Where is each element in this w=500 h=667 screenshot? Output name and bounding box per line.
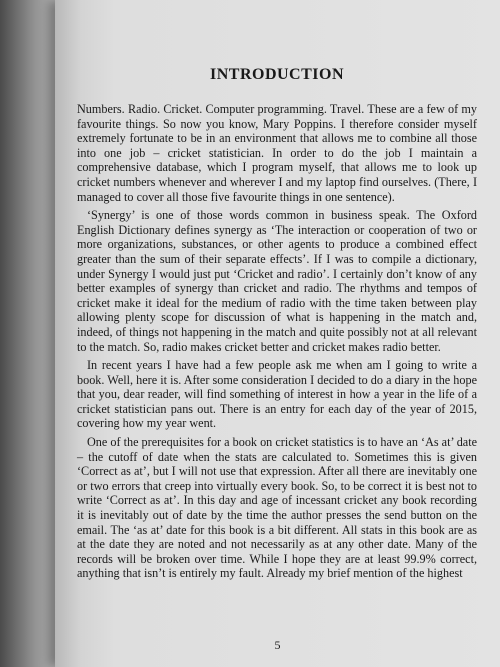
paragraph-1: Numbers. Radio. Cricket. Computer programming. Travel. These are a few of my favourite things. So now you know, Mary Poppins. I therefore consider myself extremely fortunate to be in an environment that allows me to combine all those into one job – cricket statistician. In order to do the job I maintain a comprehensive database, which I program myself, that allows me to look up cricket numbers whenever and wherever I and my laptop find ourselves. (There, I managed to cover all those five favourite things in one sentence).	[77, 102, 477, 204]
chapter-title: INTRODUCTION	[209, 66, 344, 83]
paragraph-4: One of the prerequisites for a book on cricket statistics is to have an ‘As at’ date – the cutoff of date when the stats are calculated to. Sometimes this is given ‘Correct as at’, but I will not use that expression. After all there are inevitably one or two errors that creep into virtually every book. So, to be correct it is best not to write ‘Correct as at’. In this day and age of incessant cricket any book recording it is inevitably out of date by the time the author presses the send button on the email. The ‘as at’ date for this book is a bit different. All stats in this book are as at the date they are noted and not necessarily as at any other date. Many of the records will be broken over time. While I hope they are at least 99.9% correct, anything that isn’t is entirely my fault. Already my brief mention of the highest	[77, 435, 477, 581]
paragraph-2: ‘Synergy’ is one of those words common in business speak. The Oxford English Dictionary defines synergy as ‘The interaction or cooperation of two or more organizations, substances, or other agents to produce a combined effect greater than the sum of their separate effects’. If I was to compile a dictionary, under Synergy I would just put ‘Cricket and radio’. I certainly don’t know of any better examples of synergy than cricket and radio. The rhythms and tempos of cricket make it ideal for the medium of radio with the time taken between play allowing plenty scope for discussion of what is happening in the match and, indeed, of things not happening in the match and quite possibly not at all relevant to the match. So, radio makes cricket better and cricket makes radio better.	[77, 208, 477, 354]
page-content	[77, 66, 477, 585]
page-number: 5	[274, 638, 281, 652]
book-page	[55, 0, 500, 667]
paragraph-3: In recent years I have had a few people ask me when am I going to write a book. Well, here it is. After some consideration I decided to do a diary in the hope that you, dear reader, will find something of interest in how a year in the life of a cricket statistician pans out. There is an entry for each day of the year of 2015, covering how my year went.	[77, 358, 477, 431]
